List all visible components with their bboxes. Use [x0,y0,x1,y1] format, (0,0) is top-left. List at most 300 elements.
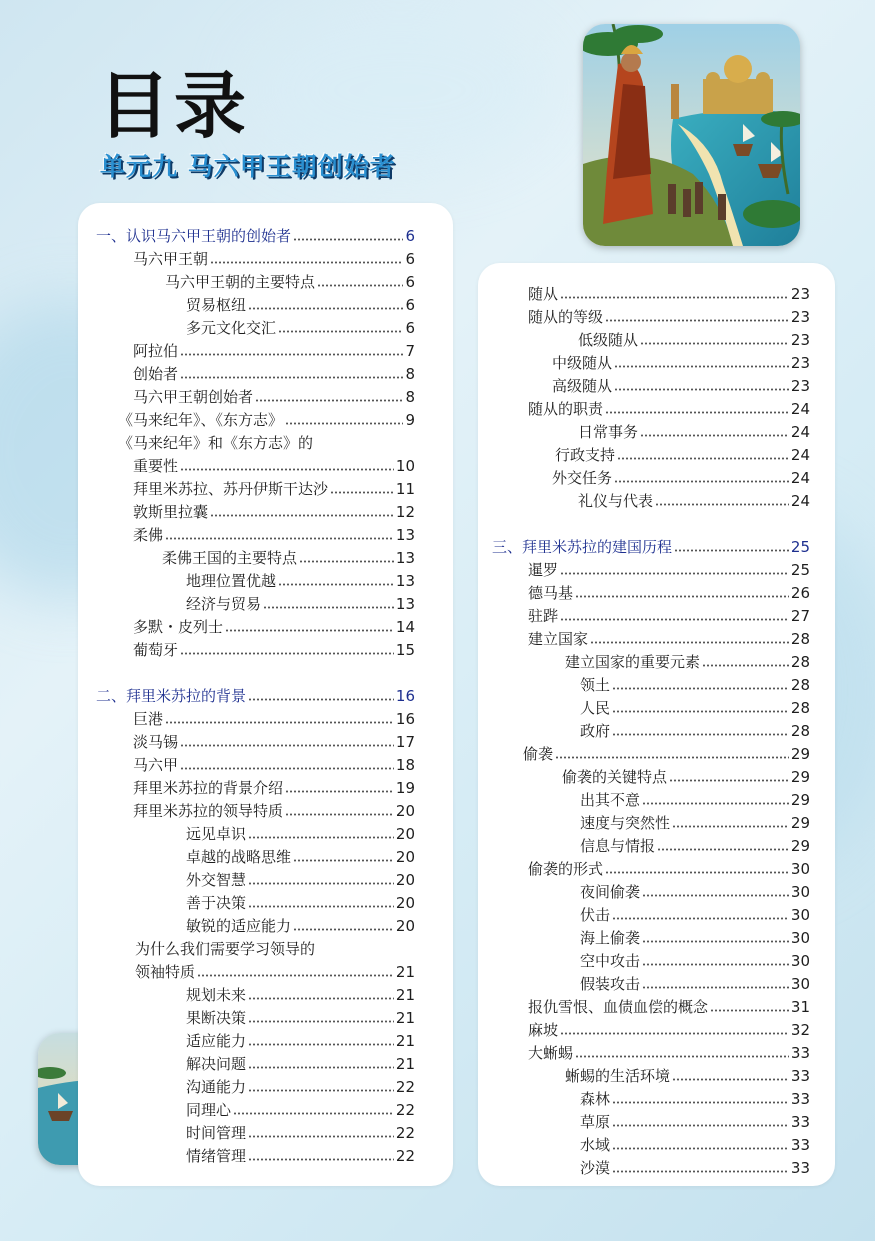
toc-page-number: 20 [395,894,415,912]
toc-entry-label: 日常事务 [578,423,639,441]
toc-page-number: 6 [405,227,415,245]
dot-leader [293,850,394,862]
dot-leader [248,1080,394,1092]
toc-entry-label: 人民 [580,699,611,717]
dot-leader [180,643,394,655]
toc-entry[interactable] [528,628,810,650]
toc-entry[interactable] [580,904,810,926]
toc-page-number: 32 [790,1021,810,1039]
toc-page-number: 26 [790,584,810,602]
toc-entry[interactable] [186,1030,415,1052]
toc-entry-label: 沙漠 [580,1159,611,1177]
toc-entry[interactable] [580,1111,810,1133]
toc-page-number: 21 [395,986,415,1004]
toc-entry-label: 巨港 [133,710,164,728]
dot-leader [590,632,789,644]
toc-page-number: 21 [395,1055,415,1073]
toc-entry-label: 远见卓识 [186,825,247,843]
dot-leader [612,701,789,713]
toc-entry-label: 建立国家 [528,630,589,648]
dot-leader [575,1046,789,1058]
toc-entry-label: 规划未来 [186,986,247,1004]
toc-page-number: 13 [395,526,415,544]
dot-leader [614,356,789,368]
toc-page-number: 30 [790,975,810,993]
toc-entry-label: 《马来纪年》、《东方志》 [118,411,284,429]
toc-page-number: 20 [395,917,415,935]
dot-leader [330,482,394,494]
toc-entry[interactable] [580,812,810,834]
toc-entry[interactable] [555,444,810,466]
toc-entry[interactable] [528,996,810,1018]
toc-entry-label: 柔佛王国的主要特点 [162,549,298,567]
toc-entry[interactable] [565,1065,810,1087]
toc-page-number: 29 [790,768,810,786]
dot-leader [180,367,403,379]
toc-page-number: 6 [405,273,415,291]
toc-page-number: 22 [395,1124,415,1142]
toc-page-number: 25 [790,561,810,579]
toc-entry-label: 政府 [580,722,611,740]
toc-page-number: 10 [395,457,415,475]
toc-page-number: 24 [790,423,810,441]
toc-entry-label: 建立国家的重要元素 [565,653,701,671]
toc-entry[interactable] [578,329,810,351]
dot-leader [248,827,394,839]
dot-leader [180,758,394,770]
toc-page-number: 30 [790,952,810,970]
toc-page-number: 23 [790,308,810,326]
toc-entry[interactable] [528,283,810,305]
toc-entry-label: 随从 [528,285,559,303]
toc-page-number: 29 [790,814,810,832]
toc-entry-label: 信息与情报 [580,837,656,855]
toc-page-number: 33 [790,1136,810,1154]
toc-entry-label: 葡萄牙 [133,641,179,659]
toc-entry[interactable] [165,271,415,293]
toc-entry[interactable] [186,823,415,845]
toc-entry[interactable] [186,570,415,592]
toc-entry[interactable] [133,501,415,523]
dot-leader [642,885,789,897]
toc-entry-label: 随从的职责 [528,400,604,418]
toc-entry-label: 拜里米苏拉的背景介绍 [133,779,284,797]
dot-leader [285,804,394,816]
toc-entry[interactable] [133,777,415,799]
toc-entry-label: 马六甲王朝 [133,250,209,268]
dot-leader [612,1138,789,1150]
dot-leader [642,954,789,966]
toc-entry-label: 礼仪与代表 [578,492,654,510]
toc-entry[interactable] [133,248,415,270]
dot-leader [612,1161,789,1173]
dot-leader [278,574,394,586]
toc-entry[interactable] [133,455,415,477]
dot-leader [248,1126,394,1138]
toc-entry-label: 沟通能力 [186,1078,247,1096]
toc-entry-label: 偷袭 [523,745,554,763]
toc-entry[interactable] [580,720,810,742]
toc-page-number: 24 [790,469,810,487]
toc-page-number: 30 [790,883,810,901]
dot-leader [255,390,403,402]
toc-page-number: 23 [790,285,810,303]
toc-page-number: 16 [395,687,415,705]
dot-leader [560,1023,789,1035]
toc-page-number: 29 [790,745,810,763]
toc-entry-label: 《马来纪年》和《东方志》的 [118,434,314,452]
toc-entry[interactable] [186,1053,415,1075]
toc-page-number: 28 [790,699,810,717]
toc-page-number: 21 [395,1032,415,1050]
toc-entry-label: 同理心 [186,1101,232,1119]
toc-entry[interactable] [186,1099,415,1121]
dot-leader [669,770,789,782]
page-title: 目录 [98,64,251,148]
toc-entry[interactable] [580,927,810,949]
toc-entry[interactable] [528,398,810,420]
toc-entry[interactable] [552,467,810,489]
toc-entry-label: 德马基 [528,584,574,602]
toc-page-number: 16 [395,710,415,728]
dot-leader [612,908,789,920]
dot-leader [560,287,789,299]
toc-entry-label: 贸易枢纽 [186,296,247,314]
toc-entry[interactable] [562,766,810,788]
toc-page-number: 12 [395,503,415,521]
dot-leader [642,793,789,805]
toc-entry[interactable] [528,858,810,880]
toc-page-number: 6 [405,319,415,337]
toc-entry[interactable] [552,375,810,397]
toc-entry-label: 马六甲王朝创始者 [133,388,254,406]
toc-entry-label: 中级随从 [552,354,613,372]
toc-page-number: 9 [405,411,415,429]
toc-page-number: 28 [790,676,810,694]
toc-entry-label: 蜥蜴的生活环境 [565,1067,671,1085]
dot-leader [248,1057,394,1069]
toc-entry[interactable] [133,800,415,822]
toc-entry[interactable] [580,1157,810,1179]
toc-page-number: 33 [790,1044,810,1062]
toc-page-number: 8 [405,365,415,383]
dot-leader [642,931,789,943]
dot-leader [612,1115,789,1127]
dot-leader [165,528,394,540]
toc-page-number: 18 [395,756,415,774]
toc-entry[interactable] [552,352,810,374]
toc-entry-label: 情绪管理 [186,1147,247,1165]
dot-leader [555,747,789,759]
dot-leader [180,459,394,471]
toc-entry-label: 行政支持 [555,446,616,464]
dot-leader [560,563,789,575]
toc-page-number: 28 [790,653,810,671]
dot-leader [560,609,789,621]
toc-page-number: 23 [790,377,810,395]
sultan-harbor-illustration [583,24,800,246]
dot-leader [165,712,394,724]
toc-entry[interactable] [133,363,415,385]
toc-entry-label: 暹罗 [528,561,559,579]
toc-entry[interactable] [580,1134,810,1156]
toc-entry-label: 驻跸 [528,607,559,625]
dot-leader [614,379,789,391]
toc-entry-label: 偷袭的关键特点 [562,768,668,786]
toc-entry[interactable] [186,1007,415,1029]
toc-entry[interactable] [186,915,415,937]
toc-entry-label: 伏击 [580,906,611,924]
toc-page-number: 33 [790,1067,810,1085]
toc-entry[interactable] [580,973,810,995]
dot-leader [605,862,789,874]
toc-entry[interactable] [186,984,415,1006]
toc-entry-label: 夜间偷袭 [580,883,641,901]
toc-entry[interactable] [186,294,415,316]
toc-entry-label: 为什么我们需要学习领导的 [135,940,316,958]
dot-leader [575,586,789,598]
toc-entry[interactable] [580,950,810,972]
dot-leader [605,402,789,414]
toc-page-number: 33 [790,1090,810,1108]
toc-entry[interactable] [186,593,415,615]
dot-leader [248,1034,394,1046]
toc-entry[interactable] [580,674,810,696]
toc-entry[interactable] [186,1145,415,1167]
dot-leader [702,655,789,667]
toc-page-number: 28 [790,722,810,740]
toc-page-number: 7 [405,342,415,360]
toc-section-heading[interactable] [96,685,415,707]
toc-entry[interactable] [528,1019,810,1041]
toc-entry-label: 草原 [580,1113,611,1131]
toc-entry-label: 地理位置优越 [186,572,277,590]
toc-entry[interactable] [186,846,415,868]
dot-leader [612,1092,789,1104]
toc-page-number: 24 [790,400,810,418]
toc-section-heading[interactable] [492,536,810,558]
toc-entry-label: 森林 [580,1090,611,1108]
toc-page-number: 11 [395,480,415,498]
dot-leader [299,551,394,563]
toc-page-number: 6 [405,250,415,268]
dot-leader [248,298,403,310]
dot-leader [263,597,394,609]
toc-entry-label: 创始者 [133,365,179,383]
toc-entry-label: 大蜥蜴 [528,1044,574,1062]
toc-entry[interactable] [118,409,415,431]
toc-entry[interactable] [186,869,415,891]
dot-leader [640,425,789,437]
dot-leader [614,471,789,483]
toc-page-number: 20 [395,848,415,866]
toc-section-heading[interactable] [96,225,415,247]
toc-entry-label: 马六甲 [133,756,179,774]
toc-entry-label: 三、拜里米苏拉的建国历程 [492,538,673,556]
toc-entry-label: 多默・皮列士 [133,618,224,636]
toc-page-number: 29 [790,837,810,855]
toc-entry-label: 出其不意 [580,791,641,809]
toc-entry-label: 马六甲王朝的主要特点 [165,273,316,291]
toc-entry[interactable] [528,306,810,328]
dot-leader [710,1000,789,1012]
toc-page-number: 20 [395,825,415,843]
toc-entry-label: 拜里米苏拉的领导特质 [133,802,284,820]
toc-entry[interactable] [133,754,415,776]
toc-entry-label: 阿拉伯 [133,342,179,360]
toc-entry-label: 假装攻击 [580,975,641,993]
toc-entry-label: 敦斯里拉囊 [133,503,209,521]
toc-page-number: 29 [790,791,810,809]
toc-entry-label: 领袖特质 [135,963,196,981]
dot-leader [180,344,403,356]
dot-leader [225,620,394,632]
dot-leader [248,873,394,885]
dot-leader [293,229,403,241]
toc-page-number: 21 [395,1009,415,1027]
toc-entry-label: 多元文化交汇 [186,319,277,337]
toc-page-number: 17 [395,733,415,751]
dot-leader [293,919,394,931]
toc-entry-label: 重要性 [133,457,179,475]
toc-page-number: 6 [405,296,415,314]
dot-leader [278,321,403,333]
dot-leader [605,310,789,322]
toc-entry[interactable] [133,478,415,500]
toc-entry-label: 柔佛 [133,526,164,544]
toc-entry-label: 经济与贸易 [186,595,262,613]
toc-page-number: 19 [395,779,415,797]
toc-page-number: 13 [395,595,415,613]
toc-page-number: 20 [395,871,415,889]
toc-page-number: 15 [395,641,415,659]
toc-page-number: 13 [395,572,415,590]
toc-entry-label: 淡马锡 [133,733,179,751]
toc-page-number: 30 [790,906,810,924]
toc-entry[interactable] [133,386,415,408]
dot-leader [612,678,789,690]
toc-entry-label: 一、认识马六甲王朝的创始者 [96,227,292,245]
toc-entry-label: 随从的等级 [528,308,604,326]
background-wash [250,10,550,170]
toc-entry-label: 高级随从 [552,377,613,395]
toc-entry[interactable] [133,340,415,362]
dot-leader [672,816,789,828]
dot-leader [180,735,394,747]
dot-leader [657,839,789,851]
toc-page-number: 24 [790,446,810,464]
toc-page-number: 22 [395,1147,415,1165]
toc-page-number: 21 [395,963,415,981]
toc-entry-label: 偷袭的形式 [528,860,604,878]
dot-leader [617,448,789,460]
toc-page-number: 23 [790,354,810,372]
toc-entry[interactable] [578,421,810,443]
toc-page-number: 30 [790,860,810,878]
dot-leader [197,965,394,977]
toc-page-number: 25 [790,538,810,556]
dot-leader [248,689,394,701]
toc-page-number: 8 [405,388,415,406]
toc-entry[interactable] [135,961,415,983]
toc-page-number: 13 [395,549,415,567]
toc-page-number: 23 [790,331,810,349]
dot-leader [640,333,789,345]
toc-entry[interactable] [133,639,415,661]
toc-page-number: 31 [790,998,810,1016]
toc-page-number: 33 [790,1159,810,1177]
toc-page-number: 24 [790,492,810,510]
toc-entry[interactable] [186,892,415,914]
toc-page-number: 14 [395,618,415,636]
dot-leader [674,540,789,552]
dot-leader [285,781,394,793]
toc-entry-label: 敏锐的适应能力 [186,917,292,935]
toc-entry[interactable] [578,490,810,512]
dot-leader [210,252,403,264]
toc-entry[interactable] [133,524,415,546]
toc-page-number: 22 [395,1078,415,1096]
toc-page-number: 28 [790,630,810,648]
toc-entry-label: 水域 [580,1136,611,1154]
toc-entry-label: 适应能力 [186,1032,247,1050]
toc-entry[interactable] [580,835,810,857]
toc-entry[interactable] [523,743,810,765]
dot-leader [233,1103,394,1115]
toc-entry-label: 麻坡 [528,1021,559,1039]
toc-entry-label: 速度与突然性 [580,814,671,832]
toc-entry-label: 报仇雪恨、血债血偿的概念 [528,998,709,1016]
toc-entry[interactable] [528,582,810,604]
toc-entry[interactable] [528,559,810,581]
toc-entry[interactable] [580,789,810,811]
toc-entry-label: 二、拜里米苏拉的背景 [96,687,247,705]
toc-entry[interactable] [528,1042,810,1064]
toc-entry[interactable] [186,317,415,339]
dot-leader [642,977,789,989]
toc-page-number: 22 [395,1101,415,1119]
unit-title: 单元九 马六甲王朝创始者 [100,152,396,181]
toc-page-number: 27 [790,607,810,625]
toc-entry[interactable] [133,731,415,753]
dot-leader [672,1069,789,1081]
toc-entry-label: 外交智慧 [186,871,247,889]
toc-entry[interactable] [133,616,415,638]
toc-page-number: 33 [790,1113,810,1131]
toc-entry[interactable] [580,1088,810,1110]
toc-entry[interactable] [580,697,810,719]
dot-leader [317,275,403,287]
toc-entry[interactable] [580,881,810,903]
toc-entry-label: 时间管理 [186,1124,247,1142]
dot-leader [655,494,789,506]
toc-entry[interactable] [162,547,415,569]
toc-entry[interactable] [528,605,810,627]
dot-leader [285,413,403,425]
toc-entry[interactable] [186,1122,415,1144]
toc-entry-label: 领土 [580,676,611,694]
toc-entry[interactable] [133,708,415,730]
toc-entry-label: 低级随从 [578,331,639,349]
toc-entry[interactable] [565,651,810,673]
toc-entry-label: 果断决策 [186,1009,247,1027]
dot-leader [248,896,394,908]
toc-entry[interactable] [186,1076,415,1098]
toc-entry-label: 善于决策 [186,894,247,912]
dot-leader [248,988,394,1000]
dot-leader [248,1011,394,1023]
toc-entry-label: 海上偷袭 [580,929,641,947]
